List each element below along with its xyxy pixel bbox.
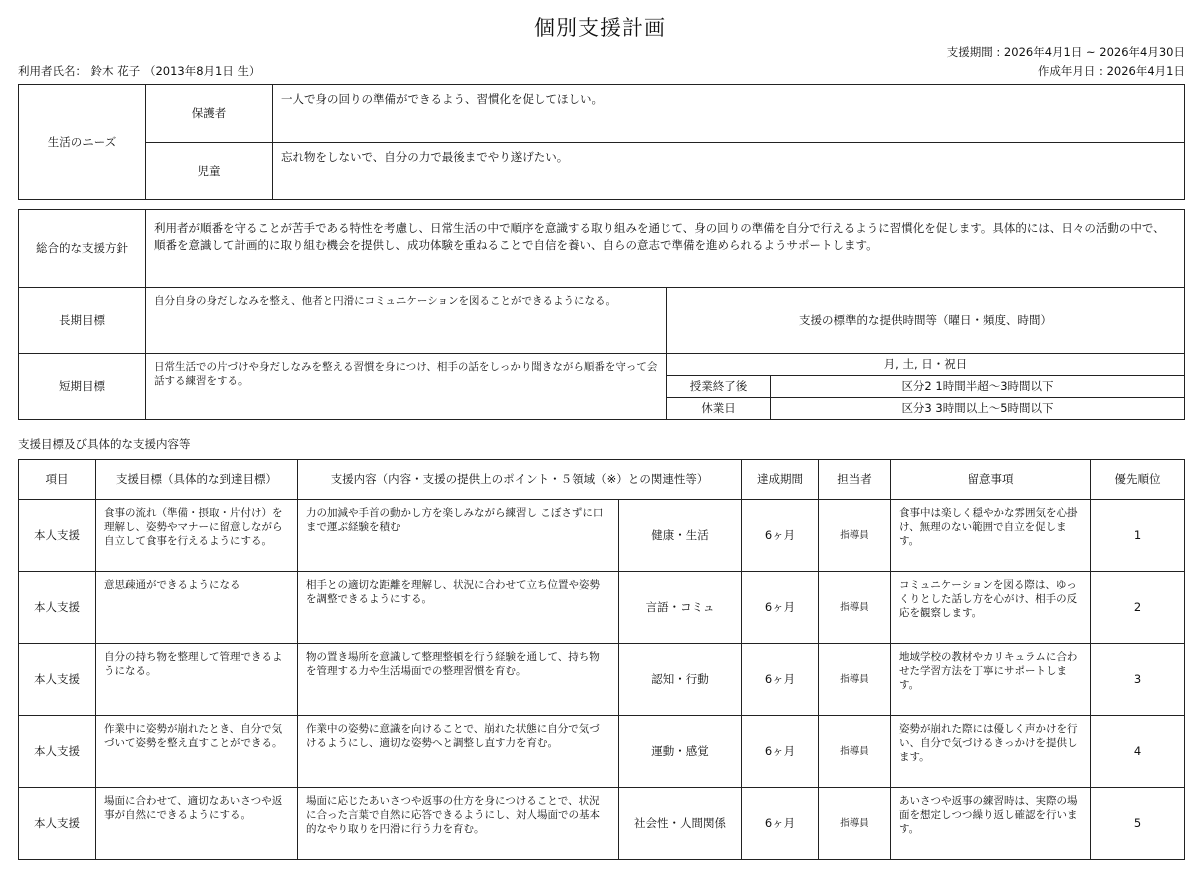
row-item: 本人支援 [19, 644, 96, 716]
table-row [19, 500, 1185, 572]
needs-label: 生活のニーズ [19, 85, 146, 200]
row-notes: あいさつや返事の練習時は、実際の場面を想定しつつ繰り返し確認を行います。 [891, 788, 1091, 860]
policy-table [18, 209, 1185, 420]
table-row [19, 716, 1185, 788]
holiday-value: 区分3 3時間以上〜5時間以下 [771, 398, 1185, 420]
user-name: 利用者氏名： 鈴木 花子 （2013年8月1日 生） [18, 64, 261, 78]
long-term-label: 長期目標 [19, 288, 146, 354]
created-date: 作成年月日 : 2026年4月1日 [1037, 64, 1185, 78]
row-priority: 1 [1091, 500, 1185, 572]
row-domain: 社会性・人間関係 [619, 788, 742, 860]
row-item: 本人支援 [19, 716, 96, 788]
header-item: 項目 [19, 460, 96, 500]
support-period: 支援期間 : 2026年4月1日 ~ 2026年4月30日 [946, 45, 1185, 59]
holiday-label: 休業日 [667, 398, 771, 420]
row-content: 作業中の姿勢に意識を向けることで、崩れた状態に自分で気づけるようにし、適切な姿勢へと調整し直す力を育む。 [298, 716, 619, 788]
time-header: 支援の標準的な提供時間等（曜日・頻度、時間） [667, 288, 1185, 354]
row-goal: 自分の持ち物を整理して管理できるようになる。 [96, 644, 298, 716]
row-period: 6ヶ月 [742, 572, 819, 644]
row-content: 相手との適切な距離を理解し、状況に合わせて立ち位置や姿勢を調整できるようにする。 [298, 572, 619, 644]
section-title: 支援目標及び具体的な支援内容等 [18, 437, 191, 451]
row-staff: 指導員 [819, 644, 891, 716]
row-priority: 3 [1091, 644, 1185, 716]
row-notes: 地域学校の教材やカリキュラムに合わせた学習方法を丁寧にサポートします。 [891, 644, 1091, 716]
row-item: 本人支援 [19, 572, 96, 644]
row-goal: 作業中に姿勢が崩れたとき、自分で気づいて姿勢を整え直すことができる。 [96, 716, 298, 788]
header-content: 支援内容（内容・支援の提供上のポイント・５領域（※）との関連性等） [298, 460, 742, 500]
row-staff: 指導員 [819, 500, 891, 572]
header-staff: 担当者 [819, 460, 891, 500]
guardian-needs: 一人で身の回りの準備ができるよう、習慣化を促してほしい。 [273, 85, 1185, 143]
header-period: 達成期間 [742, 460, 819, 500]
document-title: 個別支援計画 [534, 16, 666, 40]
row-notes: 食事中は楽しく穏やかな雰囲気を心掛け、無理のない範囲で自立を促します。 [891, 500, 1091, 572]
row-priority: 2 [1091, 572, 1185, 644]
table-row [19, 788, 1185, 860]
row-content: 場面に応じたあいさつや返事の仕方を身につけることで、状況に合った言葉で自然に応答できるようにし、対人場面での基本的なやり取りを円滑に行う力を育む。 [298, 788, 619, 860]
policy-text: 利用者が順番を守ることが苦手である特性を考慮し、日常生活の中で順序を意識する取り組みを通じて、身の回りの準備を自分で行えるように習慣化を促します。具体的には、日々の活動の中で、順番を意識して計画的に取り組む機会を提供し、成功体験を重ねることで自信を養い、自らの意志で準備を進められるようサポートします。 [146, 210, 1185, 288]
row-priority: 4 [1091, 716, 1185, 788]
header-priority: 優先順位 [1091, 460, 1185, 500]
row-notes: 姿勢が崩れた際には優しく声かけを行い、自分で気づけるきっかけを提供します。 [891, 716, 1091, 788]
row-period: 6ヶ月 [742, 644, 819, 716]
row-goal: 意思疎通ができるようになる [96, 572, 298, 644]
row-domain: 運動・感覚 [619, 716, 742, 788]
service-days: 月, 土, 日・祝日 [667, 354, 1185, 376]
table-row [19, 644, 1185, 716]
row-domain: 健康・生活 [619, 500, 742, 572]
row-staff: 指導員 [819, 572, 891, 644]
long-term-goal: 自分自身の身だしなみを整え、他者と円滑にコミュニケーションを図ることができるようになる。 [146, 288, 667, 354]
row-domain: 言語・コミュ [619, 572, 742, 644]
guardian-label: 保護者 [146, 85, 273, 143]
row-notes: コミュニケーションを図る際は、ゆっくりとした話し方を心がけ、相手の反応を観察します。 [891, 572, 1091, 644]
after-school-label: 授業終了後 [667, 376, 771, 398]
row-goal: 食事の流れ（準備・摂取・片付け）を理解し、姿勢やマナーに留意しながら自立して食事を行えるようにする。 [96, 500, 298, 572]
row-content: 力の加減や手首の動かし方を楽しみながら練習し こぼさずに口まで運ぶ経験を積む [298, 500, 619, 572]
support-table [18, 459, 1185, 860]
header-notes: 留意事項 [891, 460, 1091, 500]
short-term-goal: 日常生活での片づけや身だしなみを整える習慣を身につけ、相手の話をしっかり聞きながら順番を守って会話する練習をする。 [146, 354, 667, 420]
row-item: 本人支援 [19, 788, 96, 860]
child-needs: 忘れ物をしないで、自分の力で最後までやり遂げたい。 [273, 143, 1185, 200]
row-period: 6ヶ月 [742, 788, 819, 860]
table-row [19, 572, 1185, 644]
row-staff: 指導員 [819, 716, 891, 788]
header-goal: 支援目標（具体的な到達目標） [96, 460, 298, 500]
short-term-label: 短期目標 [19, 354, 146, 420]
row-goal: 場面に合わせて、適切なあいさつや返事が自然にできるようにする。 [96, 788, 298, 860]
row-period: 6ヶ月 [742, 716, 819, 788]
child-label: 児童 [146, 143, 273, 200]
needs-table [18, 84, 1185, 200]
after-school-value: 区分2 1時間半超〜3時間以下 [771, 376, 1185, 398]
row-staff: 指導員 [819, 788, 891, 860]
row-domain: 認知・行動 [619, 644, 742, 716]
policy-label: 総合的な支援方針 [19, 210, 146, 288]
row-content: 物の置き場所を意識して整理整頓を行う経験を通して、持ち物を管理する力や生活場面での整理習慣を育む。 [298, 644, 619, 716]
row-priority: 5 [1091, 788, 1185, 860]
row-period: 6ヶ月 [742, 500, 819, 572]
row-item: 本人支援 [19, 500, 96, 572]
